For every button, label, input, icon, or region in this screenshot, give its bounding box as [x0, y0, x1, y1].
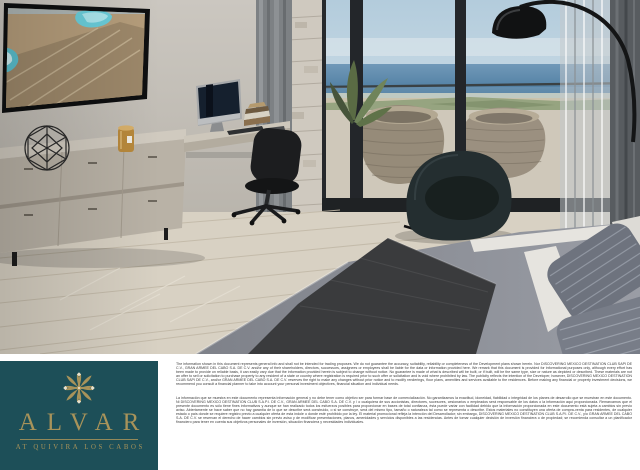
disclaimer-english: The information shown in this document represents general info and shall not be intended for trading proposes. We do not guarantee the accuracy, suitability, reliability or completeness of the Development plans shown herein. Nor DISCOVERING MEXICO DESTINATION CLUB SAPI DE C.V., GRAN ARMEE DEL CABO S.A. DE C.V. and/or any of their shareholders, directors, successors, assignees or employees shall be liable for the data or information provided here. We remark that this document is provided for informational purposes only, although every effort has been made to provide on reliable basis, it can easily vary due that the information provided herein is subject to change without notice. No guarantee is made of what is described will be built, or if built, will be the same type, size or nature as depicted or described. These materials are not an offer to sell or solicitation to purchase property to any resident of a state or country where registration is required prior to such offer or solicitation and is void where prohibited by law. The publicity reflects the intention of the Developer, however, DISCOVERING MEXICO DESTINATION CLUB SAPI DE C.V., and/or GRAN ARMEE DEL CABO S.A. DE C.V. reserves the right to make any changes without prior notice and to modify renderings, floor plans, amenities and services available to the residences. Before making any financial or property investment decisions, we recommend you consult a financial planner to take into account your personal investment objectives, financial situation and individual needs.	[176, 362, 632, 386]
brand-name: ALVAR	[18, 409, 150, 436]
legal-disclaimer	[176, 363, 632, 436]
brand-divider	[20, 439, 138, 440]
brand-tagline: AT QUIVIRA LOS CABOS	[15, 444, 145, 451]
alvar-logo-box	[0, 361, 158, 470]
alvar-agave-star-emblem-icon	[58, 367, 100, 409]
disclaimer-spanish: La información que se muestra en este documento representa información general y no debe tener como objetivo ser para formar base de comercialización. No garantizamos la exactitud, idoneidad, fiabilidad o integridad de los planes de desarrollo que se muestran en este documento. Ni DISCOVERING MEXICO DESTINATION CLUB S.A.P.I. DE C.V., GRAN ARMEE DEL CABO S.A. DE C.V. y / o cualquiera de sus accionistas, directores, sucesores, cesionarios o empleados será responsable de los datos o la información aquí proporcionada. Remarcamos que el presente documento es sólo tiene fines informativos y aunque se han realizado todos los esfuerzos posibles para proporcionar en bases de total confianza, ésta puede variar con facilidad debido que la información proporcionada en este documento está sujeta a cambios sin previo aviso. Abiertamente se hace saber que no hay garantía de lo que se describe será construido, o si se construye, será del mismo tipo, tamaño o naturaleza tal como se representa o describe. Estos materiales no constituyen una oferta de compra-venta para residentes, de cualquier estado o país donde se requiere registro previo a cualquier oferta de esta índole o donde esté prohibido por la ley. El material promocional refleja la intención del Desarrollador; sin embargo, DISCOVERING MEXICO DESTINATION CLUB S.A.P.I. DE C.V., y/o GRAN ARMEE DEL CABO S.A. DE C.V. se reservan el derecho de hacer cambios sin previo aviso y de modificar presentaciones, planos, amenidades y servicios disponibles a las residencias. Antes de tomar cualquier decisión de inversión financiera o de propiedad; se recomienda consultar a un planificador financiero para tener en cuenta sus objetivos personales de inversión, situación financiera y necesidades individuales.	[176, 396, 632, 424]
